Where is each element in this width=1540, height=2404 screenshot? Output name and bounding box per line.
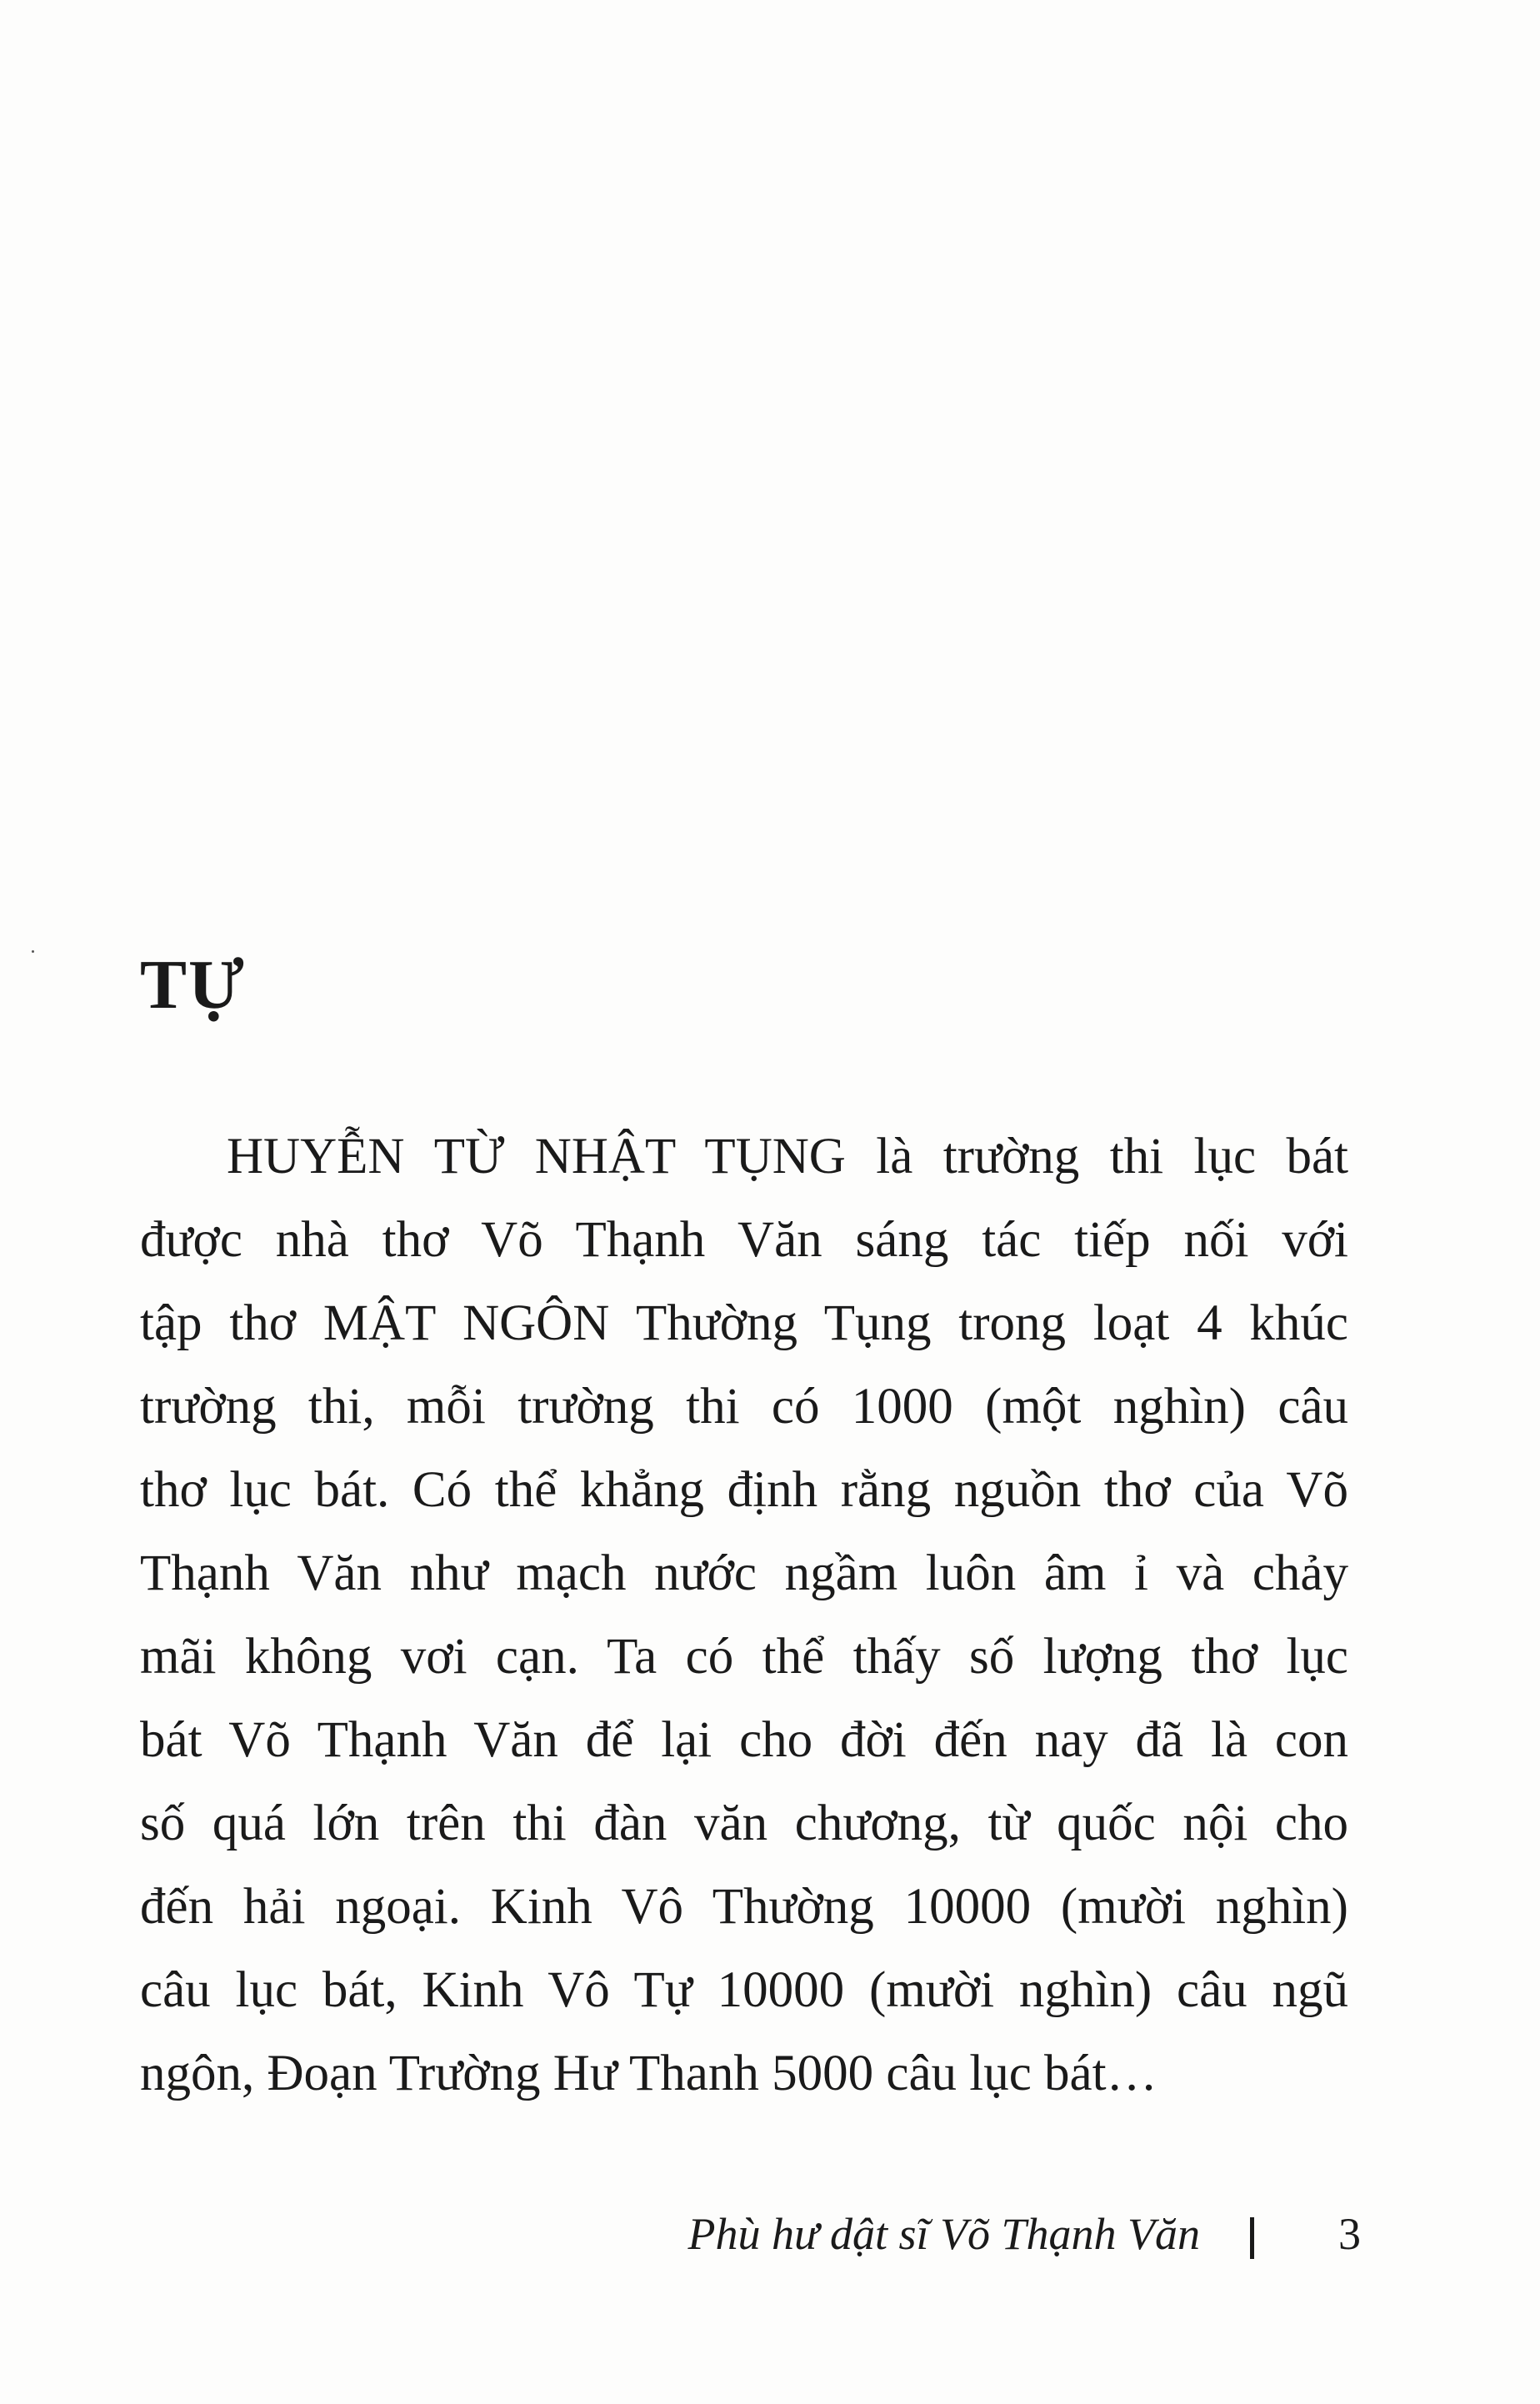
page-footer	[0, 2201, 1540, 2267]
footer-separator	[1250, 2217, 1254, 2259]
paragraph-line: bát Võ Thạnh Văn để lại cho đời đến nay đã là con	[140, 1712, 1348, 1768]
paragraph-line: HUYỄN TỪ NHẬT TỤNG là trường thi lục bát	[227, 1129, 1348, 1184]
body-paragraph	[140, 1115, 1348, 2116]
paragraph-line: số quá lớn trên thi đàn văn chương, từ quốc nội cho	[140, 1795, 1348, 1851]
paragraph-line: được nhà thơ Võ Thạnh Văn sáng tác tiếp nối với	[140, 1212, 1348, 1268]
chapter-heading: TỰ	[140, 946, 246, 1024]
paragraph-line: câu lục bát, Kinh Vô Tự 10000 (mười nghìn) câu ngũ	[140, 1962, 1348, 2018]
paragraph-line: mãi không vơi cạn. Ta có thể thấy số lượng thơ lục	[140, 1629, 1348, 1685]
paragraph-line: thơ lục bát. Có thể khẳng định rằng nguồn thơ của Võ	[140, 1462, 1348, 1518]
paragraph-line: ngôn, Đoạn Trường Hư Thanh 5000 câu lục bát…	[140, 2046, 1158, 2101]
running-title: Phù hư dật sĩ Võ Thạnh Văn	[688, 2209, 1200, 2259]
page-number: 3	[1338, 2209, 1361, 2259]
scan-speck	[32, 950, 34, 953]
paragraph-line: Thạnh Văn như mạch nước ngầm luôn âm ỉ và chảy	[140, 1545, 1348, 1601]
paragraph-line: trường thi, mỗi trường thi có 1000 (một nghìn) câu	[140, 1379, 1348, 1435]
paragraph-line: tập thơ MẬT NGÔN Thường Tụng trong loạt 4 khúc	[140, 1295, 1348, 1351]
paragraph-line: đến hải ngoại. Kinh Vô Thường 10000 (mười nghìn)	[140, 1879, 1348, 1935]
